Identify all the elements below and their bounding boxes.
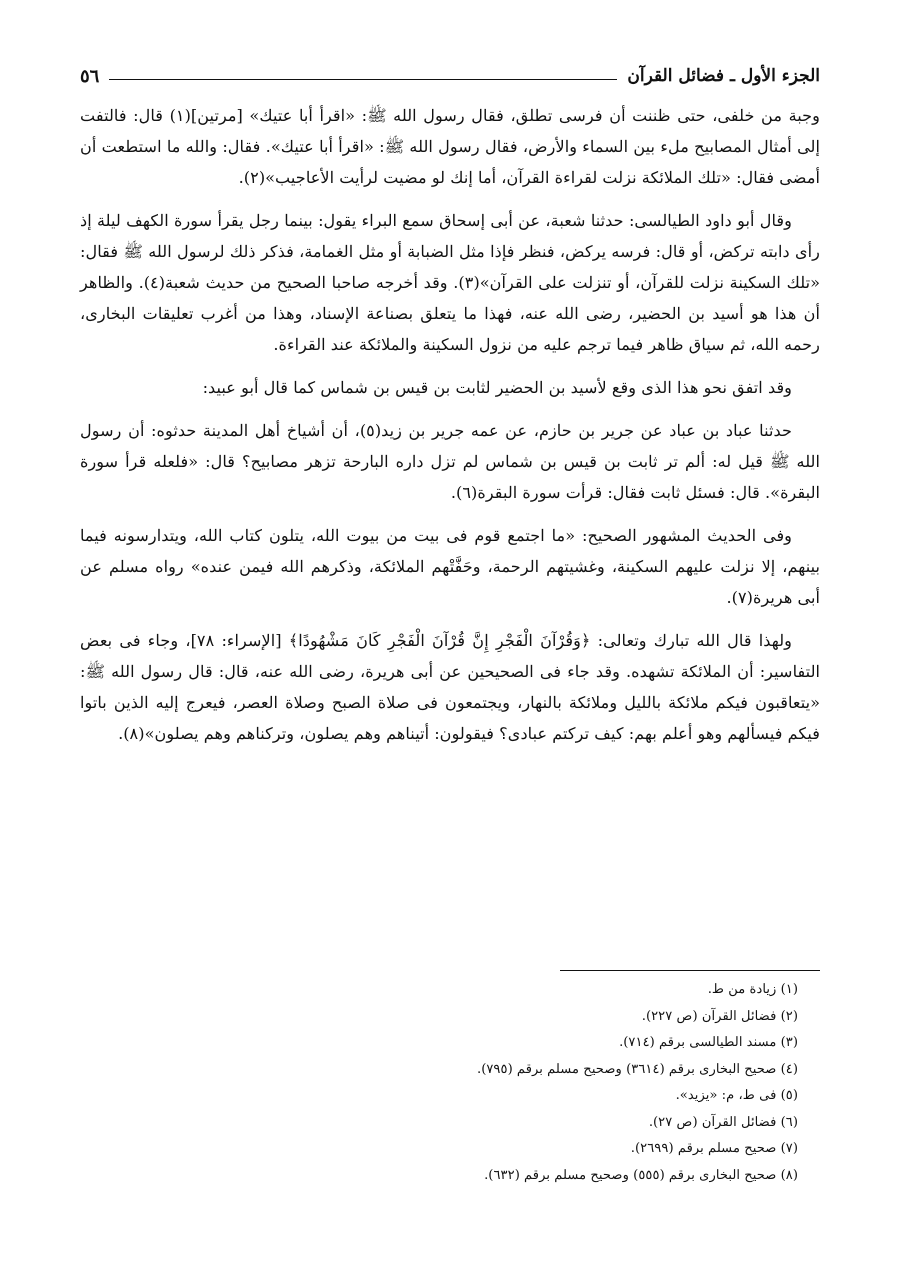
paragraph-2: وقال أبو داود الطيالسى: حدثنا شعبة، عن أبى إسحاق سمع البراء يقول: بينما رجل يقرأ سورة الكهف ليلة إذ رأى دابته تركض، أو قال: فرسه يركض، فنظر فإذا مثل الضبابة أو مثل الغمامة، فذكر ذلك لرسول الله ﷺ فقال: «تلك السكينة نزلت للقرآن، أو تنزلت على القرآن»(٣). وقد أخرجه صاحبا الصحيح من حديث شعبة(٤). والظاهر أن هذا هو أسيد بن الحضير، رضى الله عنه، فهذا ما يتعلق بصناعة الإسناد، وهذا من أغرب تعليقات البخارى، رحمه الله، ثم سياق ظاهر فيما ترجم عليه من نزول السكينة والملائكة عند القراءة.: [80, 211, 820, 354]
footnote-5: (٥) فى ط، م: «يزيد».: [675, 1088, 798, 1103]
footnote-1: (١) زيادة من ط.: [707, 982, 798, 997]
footnote-3: (٣) مسند الطيالسى برقم (٧١٤).: [619, 1035, 798, 1050]
paragraph-6: ولهذا قال الله تبارك وتعالى: ﴿وَقُرْآنَ الْفَجْرِ إِنَّ قُرْآنَ الْفَجْرِ كَانَ مَشْهُودًا﴾ [الإسراء: ٧٨]، وجاء فى بعض التفاسير: أن الملائكة تشهده. وقد جاء فى الصحيحين عن أبى هريرة، رضى الله عنه، قال: قال رسول الله ﷺ: «يتعاقبون فيكم ملائكة بالليل وملائكة بالنهار، ويجتمعون فى صلاة الصبح وصلاة العصر، فيعرج إليه الذين باتوا فيكم فيسألهم وهو أعلم بهم: كيف تركتم عبادى؟ فيقولون: أتيناهم وهم يصلون، وتركناهم وهم يصلون»(٨).: [80, 631, 820, 743]
running-header: [80, 60, 820, 92]
footnote-6: (٦) فضائل القرآن (ص ٢٧).: [648, 1114, 798, 1130]
main-text: [80, 100, 820, 749]
paragraph-3: وقد اتفق نحو هذا الذى وقع لأسيد بن الحضير لثابت بن قيس بن شماس كما قال أبو عبيد:: [202, 378, 792, 397]
paragraph-4: حدثنا عباد بن عباد عن جرير بن حازم، عن عمه جرير بن زيد(٥)، أن أشياخ أهل المدينة حدثوه: أن رسول الله ﷺ قيل له: ألم تر ثابت بن قيس بن شماس لم تزل داره البارحة تزهر مصابيح؟ قال: «فلعله قرأ سورة البقرة». قال: فسئل ثابت فقال: قرأت سورة البقرة(٦).: [80, 421, 820, 502]
footnote-rule: [560, 970, 820, 971]
footnote-2: (٢) فضائل القرآن (ص ٢٢٧).: [641, 1008, 798, 1024]
footnote-8: (٨) صحيح البخارى برقم (٥٥٥) وصحيح مسلم برقم (٦٣٢).: [484, 1167, 798, 1183]
footnote-7: (٧) صحيح مسلم برقم (٢٦٩٩).: [630, 1141, 798, 1156]
running-title: الجزء الأول ـ فضائل القرآن: [627, 66, 820, 86]
footnotes: [80, 970, 820, 1189]
header-rule: [109, 79, 617, 80]
paragraph-1: وجبة من خلفى، حتى ظننت أن فرسى تطلق، فقال رسول الله ﷺ: «اقرأ أبا عتيك» [مرتين](١) قال: فالتفت إلى أمثال المصابيح ملء بين السماء والأرض، فقال رسول الله ﷺ: «اقرأ أبا عتيك». فقال: والله ما استطعت أن أمضى فقال: «تلك الملائكة نزلت لقراءة القرآن، أما إنك لو مضيت لرأيت الأعاجيب»(٢).: [80, 106, 820, 187]
book-page: [80, 60, 820, 1240]
footnote-4: (٤) صحيح البخارى برقم (٣٦١٤) وصحيح مسلم برقم (٧٩٥).: [477, 1061, 798, 1077]
paragraph-5: وفى الحديث المشهور الصحيح: «ما اجتمع قوم فى بيت من بيوت الله، يتلون كتاب الله، ويتدارسونه فيما بينهم، إلا نزلت عليهم السكينة، وغشيتهم الرحمة، وحَفَّتْهم الملائكة، وذكرهم الله فيمن عنده» رواه مسلم عن أبى هريرة(٧).: [80, 526, 820, 607]
page-number: ٥٦: [80, 65, 100, 87]
